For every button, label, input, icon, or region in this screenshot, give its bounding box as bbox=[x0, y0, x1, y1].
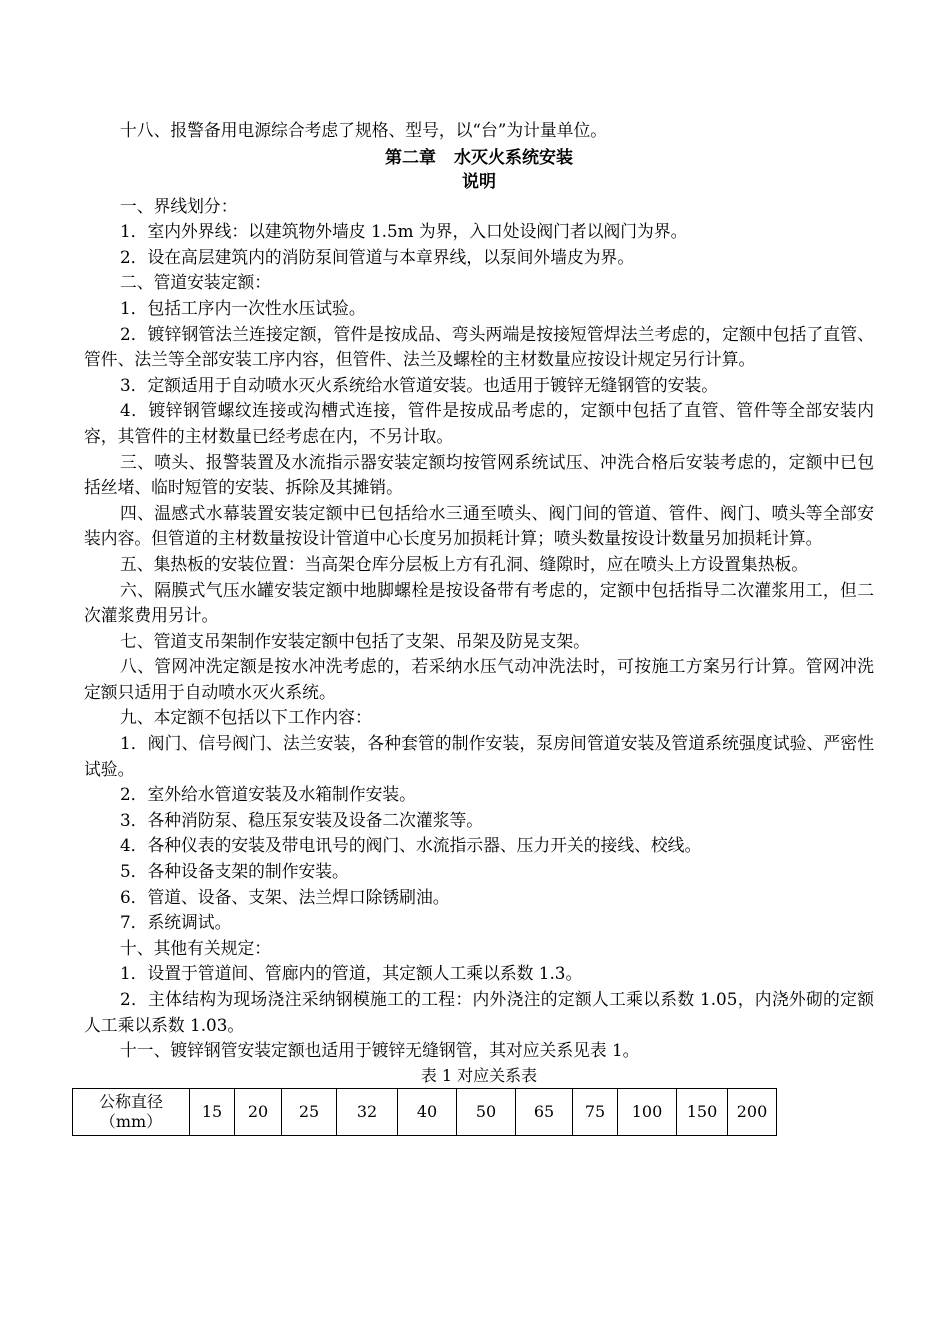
table-cell: 65 bbox=[516, 1088, 573, 1135]
paragraph: 一、界线划分： bbox=[120, 195, 238, 216]
paragraph: 1．设置于管道间、管廊内的管道，其定额人工乘以系数 1.3。 bbox=[120, 963, 583, 984]
table-cell: 25 bbox=[282, 1088, 337, 1135]
table-cell: 150 bbox=[677, 1088, 728, 1135]
table-cell: 20 bbox=[235, 1088, 282, 1135]
paragraph: 4．镀锌钢管螺纹连接或沟槽式连接，管件是按成品考虑的，定额中包括了直管、管件等全部安装内容，其管件的主材数量已经考虑在内，不另计取。 bbox=[84, 400, 874, 446]
table-cell: 75 bbox=[573, 1088, 618, 1135]
paragraph: 2．设在高层建筑内的消防泵间管道与本章界线，以泵间外墙皮为界。 bbox=[120, 246, 635, 267]
table-cell: 200 bbox=[728, 1088, 777, 1135]
paragraph: 1．阀门、信号阀门、法兰安装，各种套管的制作安装，泵房间管道安装及管道系统强度试验、严密性试验。 bbox=[84, 733, 874, 779]
document-page bbox=[84, 118, 874, 1136]
paragraph: 5．各种设备支架的制作安装。 bbox=[120, 861, 349, 882]
paragraph: 3．各种消防泵、稳压泵安装及设备二次灌浆等。 bbox=[120, 809, 484, 830]
paragraph: 7．系统调试。 bbox=[120, 912, 232, 933]
header-line-1: 公称直径 bbox=[98, 1091, 163, 1111]
chapter-heading bbox=[84, 147, 874, 170]
table-cell: 32 bbox=[337, 1088, 398, 1135]
paragraph: 1．室内外界线：以建筑物外墙皮 1.5m 为界，入口处设阀门者以阀门为界。 bbox=[120, 221, 688, 242]
table-cell: 50 bbox=[457, 1088, 516, 1135]
paragraph: 4．各种仪表的安装及带电讯号的阀门、水流指示器、压力开关的接线、校线。 bbox=[120, 835, 702, 856]
correspondence-table bbox=[72, 1088, 777, 1136]
paragraph: 三、喷头、报警装置及水流指示器安装定额均按管网系统试压、冲洗合格后安装考虑的，定额中已包括丝堵、临时短管的安装、拆除及其摊销。 bbox=[84, 451, 874, 498]
table-header-cell bbox=[73, 1088, 190, 1135]
paragraph: 十一、镀锌钢管安装定额也适用于镀锌无缝钢管，其对应关系见表 1。 bbox=[120, 1040, 640, 1061]
paragraph: 十、其他有关规定： bbox=[120, 937, 272, 958]
paragraph: 六、隔膜式气压水罐安装定额中地脚螺栓是按设备带有考虑的，定额中包括指导二次灌浆用工，但二次灌浆费用另计。 bbox=[84, 579, 874, 626]
paragraph: 九、本定额不包括以下工作内容： bbox=[120, 707, 372, 728]
table-cell: 15 bbox=[190, 1088, 235, 1135]
paragraph: 6．管道、设备、支架、法兰焊口除锈刷油。 bbox=[120, 886, 450, 907]
header-line-2: （mm） bbox=[99, 1111, 163, 1131]
paragraph: 3．定额适用于自动喷水灭火系统给水管道安装。也适用于镀锌无缝钢管的安装。 bbox=[120, 374, 719, 395]
paragraph: 2．主体结构为现场浇注采纳钢模施工的工程：内外浇注的定额人工乘以系数 1.05，内浇外砌的定额人工乘以系数 1.03。 bbox=[84, 989, 874, 1035]
paragraph: 七、管道支吊架制作安装定额中包括了支架、吊架及防晃支架。 bbox=[120, 630, 590, 651]
paragraph: 2．室外给水管道安装及水箱制作安装。 bbox=[120, 784, 416, 805]
paragraph: 2．镀锌钢管法兰连接定额，管件是按成品、弯头两端是按接短管焊法兰考虑的，定额中包括了直管、管件、法兰等全部安装工序内容，但管件、法兰及螺栓的主材数量应按设计规定另行计算。 bbox=[84, 323, 874, 370]
chapter-title: 水灭火系统安装 bbox=[454, 147, 573, 168]
body-paragraphs bbox=[84, 194, 874, 1064]
table-row bbox=[73, 1088, 777, 1135]
paragraph: 四、温感式水幕装置安装定额中已包括给水三通至喷头、阀门间的管道、管件、阀门、喷头等全部安装内容。但管道的主材数量按设计管道中心长度另加损耗计算；喷头数量按设计数量另加损耗计算。 bbox=[84, 502, 874, 549]
paragraph: 八、管网冲洗定额是按水冲洗考虑的，若采纳水压气动冲洗法时，可按施工方案另行计算。管网冲洗定额只适用于自动喷水灭火系统。 bbox=[84, 656, 874, 702]
table-cell: 40 bbox=[398, 1088, 457, 1135]
table-caption: 表 1 对应关系表 bbox=[420, 1065, 538, 1085]
intro-paragraph: 十八、报警备用电源综合考虑了规格、型号，以“台”为计量单位。 bbox=[120, 120, 608, 140]
paragraph: 1．包括工序内一次性水压试验。 bbox=[120, 297, 366, 318]
chapter-number: 第二章 bbox=[385, 147, 436, 168]
paragraph: 二、管道安装定额： bbox=[120, 272, 272, 293]
table-cell: 100 bbox=[618, 1088, 677, 1135]
paragraph: 五、集热板的安装位置：当高架仓库分层板上方有孔洞、缝隙时，应在喷头上方设置集热板。 bbox=[120, 553, 809, 574]
section-title: 说明 bbox=[462, 171, 496, 192]
